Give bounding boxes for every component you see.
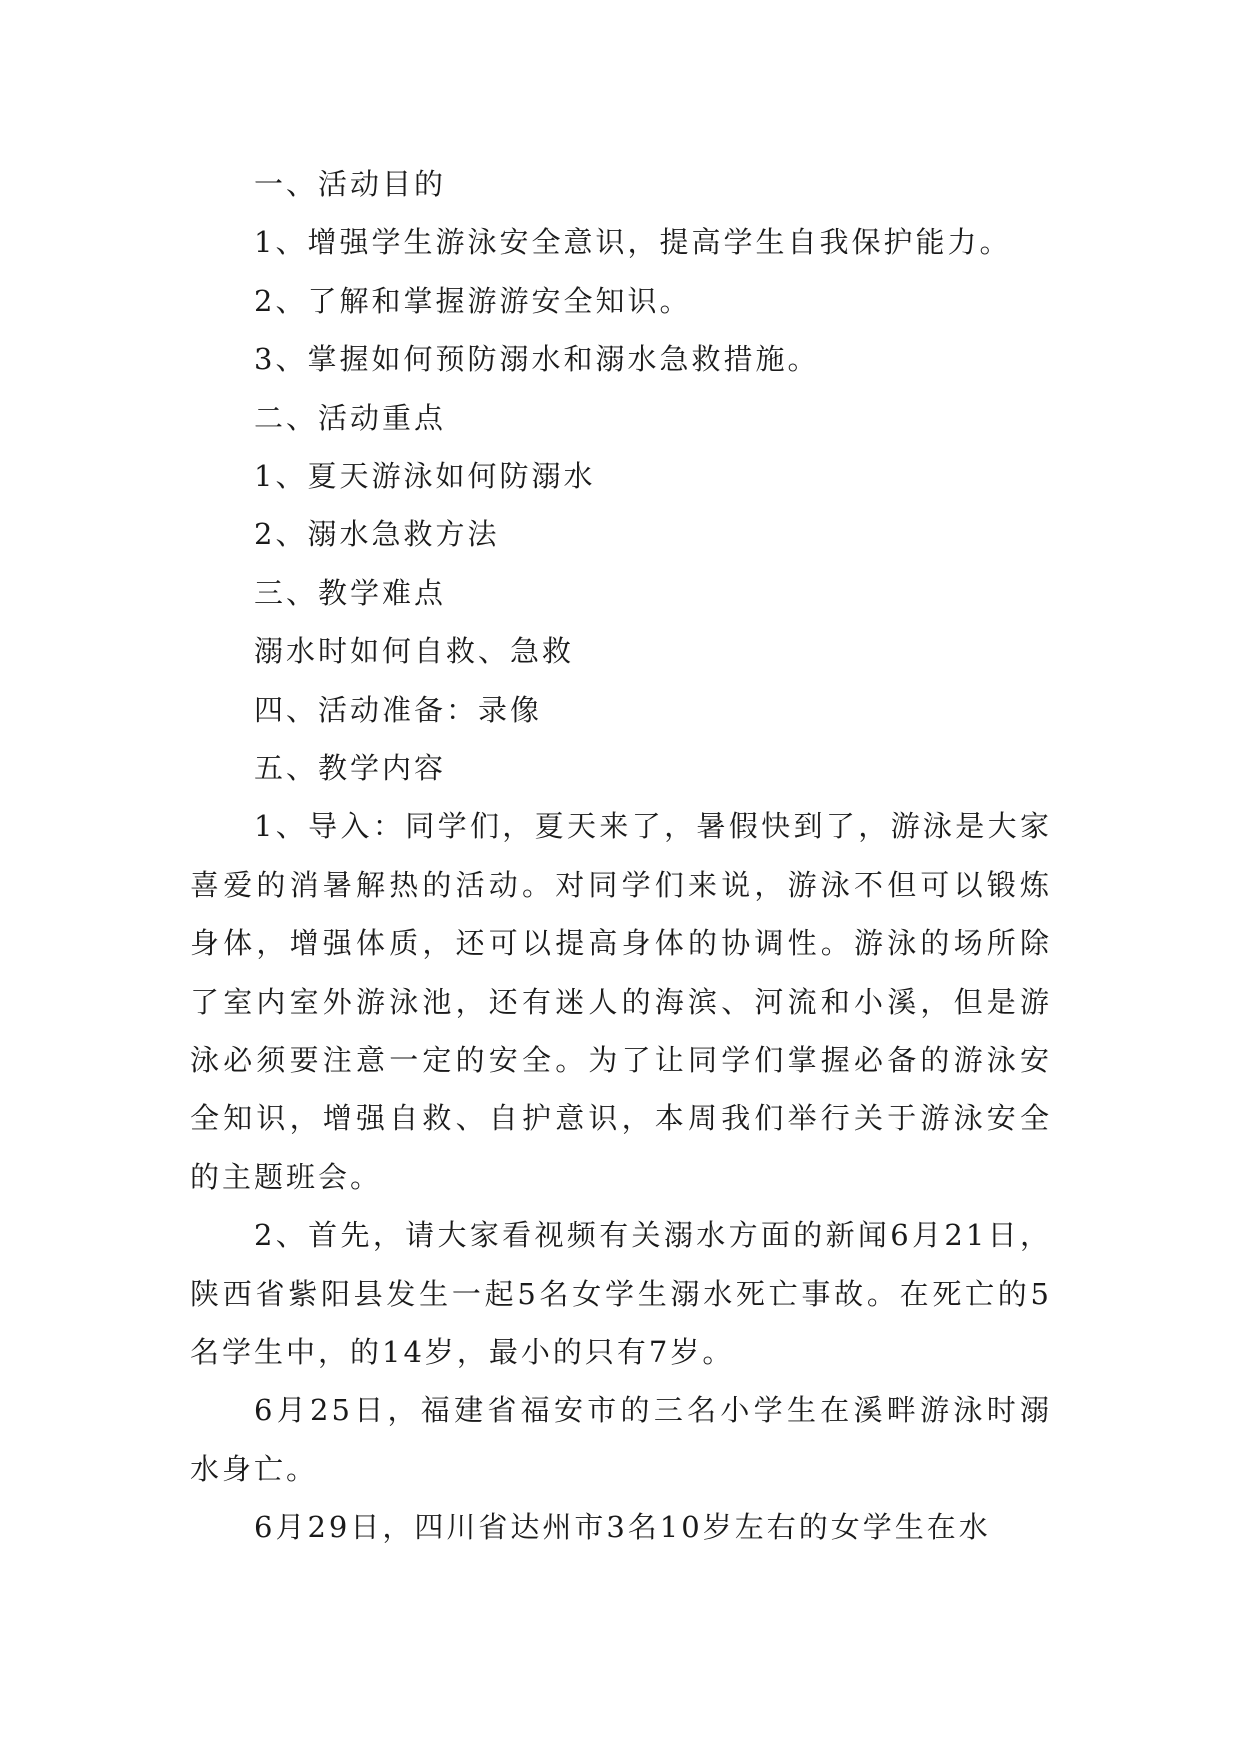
document-body [190,155,1052,1557]
purpose-item-2: 2、了解和掌握游游安全知识。 [254,283,692,318]
heading-teaching-content: 五、教学内容 [254,750,447,785]
paragraph-news-1: 2、首先，请大家看视频有关溺水方面的新闻6月21日，陕西省紫阳县发生一起5名女学生溺水死亡事故。在死亡的5名学生中，的14岁，最小的只有7岁。 [190,1218,1052,1369]
paragraph-news-2: 6月25日，福建省福安市的三名小学生在溪畔游泳时溺水身亡。 [190,1393,1052,1486]
paragraph-news-3: 6月29日，四川省达州市3名10岁左右的女学生在水 [254,1510,991,1545]
purpose-item-3: 3、掌握如何预防溺水和溺水急救措施。 [254,342,820,377]
heading-teaching-difficulty: 三、教学难点 [254,575,447,610]
difficulty-text: 溺水时如何自救、急救 [254,634,575,669]
purpose-item-1: 1、增强学生游泳安全意识，提高学生自我保护能力。 [254,225,1012,260]
heading-activity-prep: 四、活动准备：录像 [254,692,543,727]
heading-activity-focus: 二、活动重点 [254,400,447,435]
heading-activity-purpose: 一、活动目的 [254,167,447,201]
focus-item-2: 2、溺水急救方法 [254,517,500,552]
focus-item-1: 1、夏天游泳如何防溺水 [254,458,596,493]
paragraph-intro: 1、导入：同学们，夏天来了，暑假快到了，游泳是大家喜爱的消暑解热的活动。对同学们来说，游泳不但可以锻炼身体，增强体质，还可以提高身体的协调性。游泳的场所除了室内室外游泳池，还有迷人的海滨、河流和小溪，但是游泳必须要注意一定的安全。为了让同学们掌握必备的游泳安全知识，增强自救、自护意识，本周我们举行关于游泳安全的主题班会。 [190,809,1052,1194]
